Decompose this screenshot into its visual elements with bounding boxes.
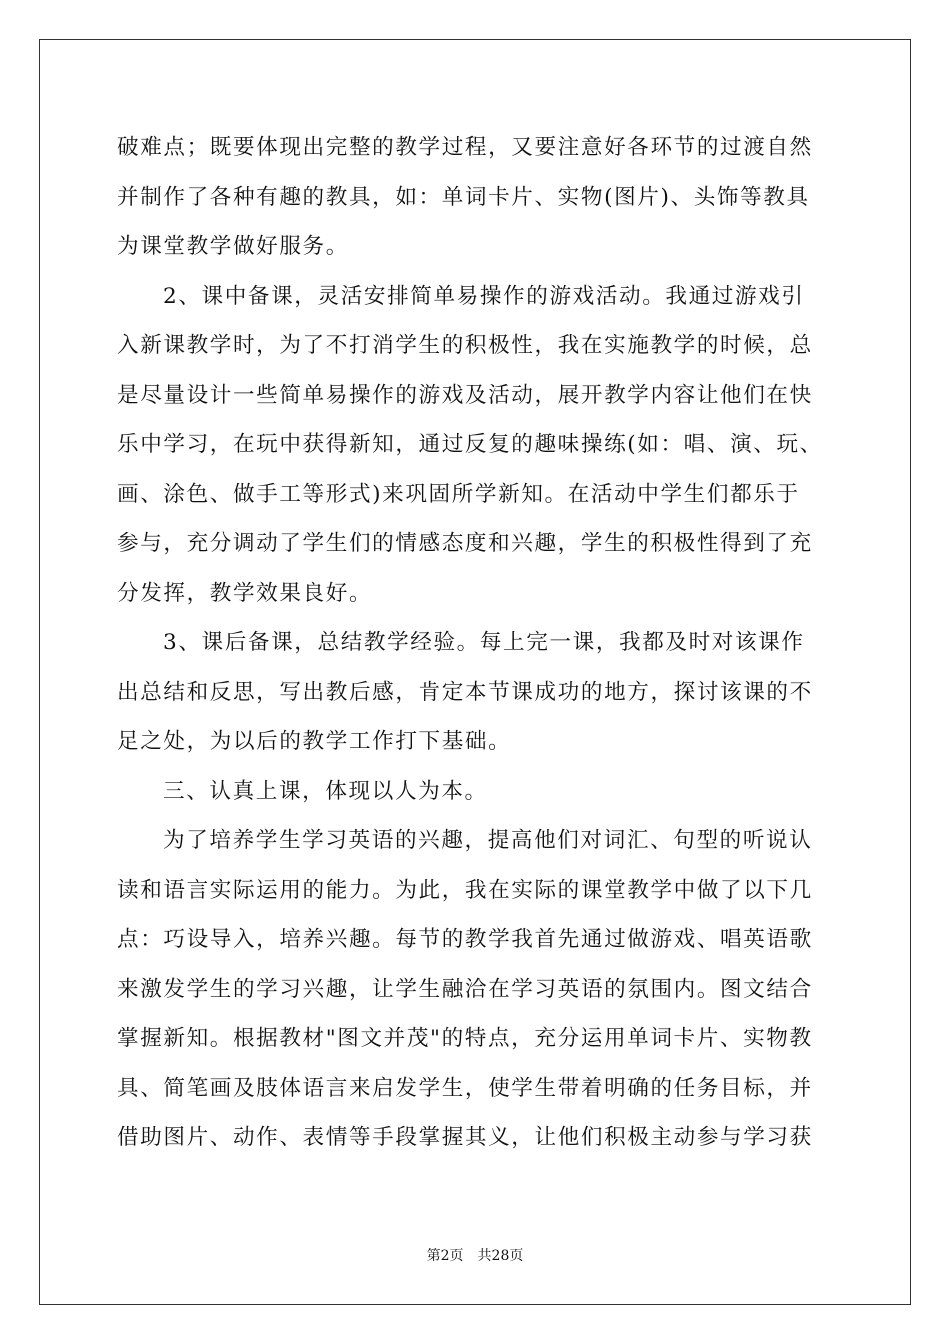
text-line: 并制作了各种有趣的教具，如：单词卡片、实物(图片)、头饰等教具: [117, 184, 810, 210]
text-line: 借助图片、动作、表情等手段掌握其义，让他们积极主动参与学习获: [117, 1125, 813, 1150]
text-line: 乐中学习，在玩中获得新知，通过反复的趣味操练(如：唱、演、玩、: [117, 432, 823, 457]
text-line: 破难点；既要体现出完整的教学过程，又要注意好各环节的过渡自然: [117, 135, 813, 160]
paragraph-start-line: 2、课中备课，灵活安排简单易操作的游戏活动。我通过游戏引: [163, 283, 805, 309]
page-total: 共28页: [477, 1248, 524, 1264]
paragraph-start-line: 3、课后备课，总结教学经验。每上完一课，我都及时对该课作: [163, 630, 805, 655]
text-line: 掌握新知。根据教材"图文并茂"的特点，充分运用单词卡片、实物教: [117, 1026, 813, 1051]
document-body: [117, 128, 853, 1168]
text-line: 读和语言实际运用的能力。为此，我在实际的课堂教学中做了以下几: [117, 877, 813, 903]
section-heading: 三、认真上课，体现以人为本。: [163, 778, 488, 804]
text-line: 具、简笔画及肢体语言来启发学生，使学生带着明确的任务目标，并: [117, 1075, 813, 1101]
page-footer: [0, 1246, 950, 1266]
page-number: 第2页: [426, 1248, 464, 1264]
text-line: 为课堂教学做好服务。: [117, 234, 349, 259]
text-line: 足之处，为以后的教学工作打下基础。: [117, 729, 512, 754]
text-line: 画、涂色、做手工等形式)来巩固所学新知。在活动中学生们都乐于: [117, 481, 800, 507]
text-line: 来激发学生的学习兴趣，让学生融洽在学习英语的氛围内。图文结合: [117, 976, 813, 1002]
text-line: 分发挥，教学效果良好。: [117, 580, 373, 606]
text-line: 入新课教学时，为了不打消学生的积极性，我在实施教学的时候，总: [117, 333, 813, 358]
text-line: 出总结和反思，写出教后感，肯定本节课成功的地方，探讨该课的不: [117, 679, 813, 705]
text-line: 点：巧设导入，培养兴趣。每节的教学我首先通过做游戏、唱英语歌: [117, 927, 813, 952]
paragraph-start-line: 为了培养学生学习英语的兴趣，提高他们对词汇、句型的听说认: [163, 828, 813, 853]
text-line: 参与，充分调动了学生们的情感态度和兴趣，学生的积极性得到了充: [117, 531, 813, 556]
text-line: 是尽量设计一些简单易操作的游戏及活动，展开教学内容让他们在快: [117, 382, 813, 408]
